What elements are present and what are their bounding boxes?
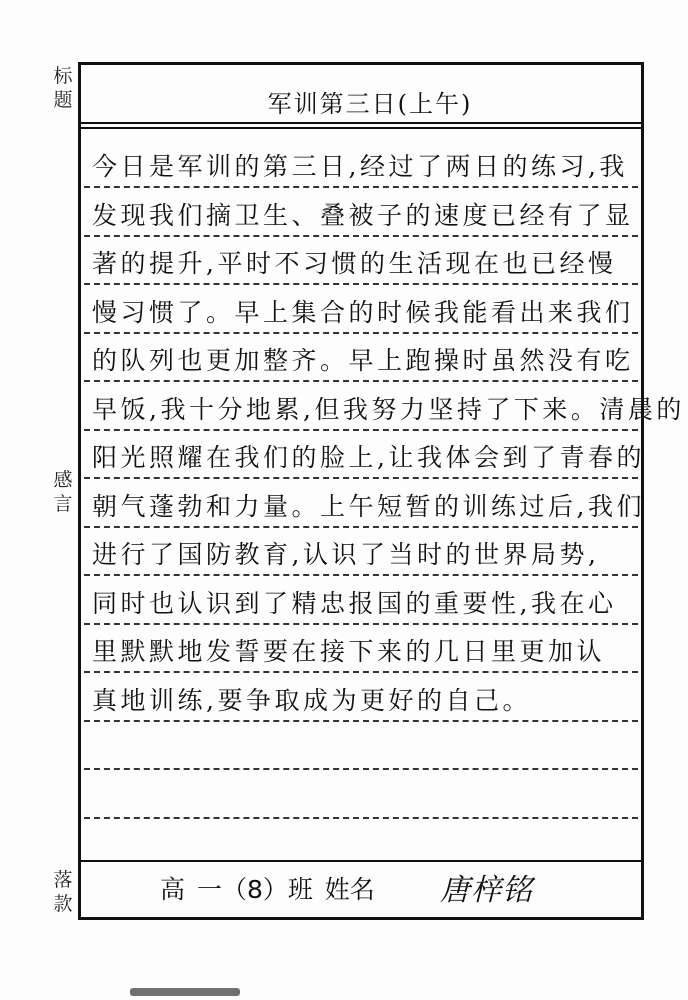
- scan-smudge: [130, 988, 240, 996]
- essay-line: 里默默地发誓要在接下来的几日里更加认: [92, 637, 606, 666]
- ruled-line: [84, 768, 638, 770]
- signature-label: 落 款: [53, 869, 73, 915]
- ruled-line: [84, 817, 638, 819]
- essay-line: 真地训练,要争取成为更好的自己。: [92, 685, 531, 715]
- essay-line: 朝气蓬勃和力量。上午短暂的训练过后,我们: [92, 491, 645, 521]
- title-label: 标 题: [53, 65, 73, 111]
- essay-line: 进行了国防教育,认识了当时的世界局势,: [92, 540, 600, 569]
- signature: 唐梓铭: [440, 873, 533, 908]
- title-divider-top: [78, 122, 644, 124]
- footer-divider: [78, 860, 644, 862]
- essay-line: 慢习惯了。早上集合的时候我能看出来我们: [92, 297, 634, 327]
- class-and-name: 高 一（8）班 姓名: [160, 875, 375, 904]
- essay-line: 著的提升,平时不习惯的生活现在也已经慢: [92, 249, 617, 278]
- essay-line: 同时也认识到了精忠报国的重要性,我在心: [92, 588, 617, 618]
- essay-line: 今日是军训的第三日,经过了两日的练习,我: [92, 152, 628, 181]
- page-title: 军训第三日(上午): [267, 90, 473, 118]
- essay-line: 阳光照耀在我们的脸上,让我体会到了青春的: [92, 443, 645, 472]
- essay-line: 发现我们摘卫生、叠被子的速度已经有了显: [92, 200, 634, 230]
- essay-line: 早饭,我十分地累,但我努力坚持了下来。清晨的: [92, 394, 685, 424]
- content-label: 感 言: [53, 469, 73, 515]
- title-divider-bottom: [78, 127, 644, 129]
- essay-line: 的队列也更加整齐。早上跑操时虽然没有吃: [92, 346, 634, 375]
